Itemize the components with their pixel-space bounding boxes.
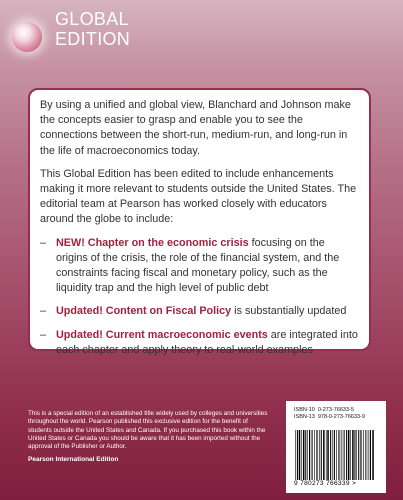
feature-highlight: NEW! Chapter on the economic crisis — [56, 236, 249, 249]
isbn13-label: ISBN-13 — [294, 414, 315, 421]
barcode-bar — [336, 430, 337, 480]
barcode-bar — [303, 430, 305, 480]
barcode-bar — [369, 430, 370, 480]
feature-text: are integrated into each chapter and apply theory to real-world examples — [56, 328, 358, 356]
barcode-bar — [299, 430, 301, 480]
global-edition-badge — [0, 0, 150, 70]
barcode-bar — [350, 430, 351, 480]
intro-paragraph: By using a unified and global view, Blanchard and Johnson make the concepts easier to grasp and enable you to see the connections between the short-run, medium-run, and long-run in the life of macroeconomics today. — [40, 99, 351, 157]
globe-icon — [12, 22, 42, 52]
barcode-bar — [332, 430, 333, 480]
feature-text: is substantially updated — [231, 305, 347, 318]
feature-item — [40, 236, 359, 297]
barcode-bar — [330, 430, 331, 480]
global-edition-label — [55, 9, 130, 49]
barcode-bar — [312, 430, 313, 480]
dash-bullet: – — [40, 328, 47, 341]
dash-bullet: – — [40, 305, 47, 318]
barcode-number-row — [294, 480, 382, 487]
barcode-bar — [348, 430, 350, 480]
barcode-bar — [354, 430, 355, 480]
barcode-bar — [314, 430, 315, 480]
barcode-bar — [344, 430, 345, 480]
barcode-bar — [360, 430, 361, 480]
barcode-suffix: > — [351, 480, 357, 487]
barcode-bar — [338, 430, 339, 480]
barcode-number: 9 780273 766339 — [294, 480, 350, 487]
barcode-bar — [319, 430, 320, 480]
notice-text: This is a special edition of an established title widely used by colleges and universities throughout the world. Pearson published this exclusive edition for the benefit of students outside the United States and Canada. If you purchased this book within the United States or Canada you should be aware that it has been imported without the approval of the Publisher or Author. — [28, 410, 268, 451]
feature-highlight: Updated! Content on Fiscal Policy — [56, 305, 232, 318]
global-edition-line2: EDITION — [55, 29, 131, 49]
isbn13-value: 978-0-273-76633-9 — [317, 414, 365, 421]
barcode-bar — [346, 430, 347, 480]
barcode-bar — [301, 430, 302, 480]
global-edition-paragraph: This Global Edition has been edited to include enhancements making it more relevant to students outside the United States. The editorial team at Pearson has worked closely with educators around the globe to include: — [40, 167, 357, 226]
barcode-bar — [305, 430, 306, 480]
feature-highlight: Updated! Current macroeconomic events — [56, 328, 268, 341]
barcode-bar — [311, 430, 312, 480]
barcode-bar — [323, 430, 325, 480]
barcode-bar — [309, 430, 310, 480]
barcode-bar — [372, 430, 374, 480]
publisher-label: Pearson International Edition — [28, 456, 119, 464]
isbn13-row — [294, 414, 384, 421]
isbn-block — [294, 407, 384, 422]
feature-text: focusing on the origins of the crisis, the role of the financial system, and the constraints facing fiscal and monetary policy, such as the liquidity trap and the high level of public debt — [56, 236, 340, 295]
dash-bullet: – — [40, 236, 47, 249]
barcode-graphic — [294, 430, 376, 480]
barcode-panel — [286, 401, 386, 493]
barcode-bar — [317, 430, 318, 480]
barcode-bar — [361, 430, 362, 480]
isbn10-row — [294, 407, 384, 414]
barcode-bar — [316, 430, 317, 480]
barcode-bar — [343, 430, 344, 480]
isbn10-value: 0-273-76633-5 — [317, 407, 354, 413]
feature-item — [40, 328, 359, 358]
barcode-bar — [370, 430, 371, 480]
feature-list — [40, 236, 359, 358]
barcode-bar — [363, 430, 364, 480]
barcode-bar — [307, 430, 308, 480]
barcode-bar — [365, 430, 366, 480]
isbn10-label: ISBN-10 — [294, 407, 315, 413]
special-edition-notice — [28, 410, 268, 465]
barcode-bar — [334, 430, 335, 480]
barcode-bar — [367, 430, 368, 480]
barcode-bar — [297, 430, 298, 480]
barcode-bar — [340, 430, 341, 480]
barcode-bar — [327, 430, 329, 480]
barcode-bar — [295, 430, 296, 480]
barcode-bar — [341, 430, 342, 480]
barcode-bar — [356, 430, 357, 480]
barcode-bar — [358, 430, 359, 480]
barcode-bar — [321, 430, 322, 480]
barcode-bar — [352, 430, 354, 480]
barcode-bar — [326, 430, 327, 480]
feature-item — [40, 304, 359, 319]
description-panel — [28, 88, 371, 356]
global-edition-line1: GLOBAL — [55, 9, 129, 29]
